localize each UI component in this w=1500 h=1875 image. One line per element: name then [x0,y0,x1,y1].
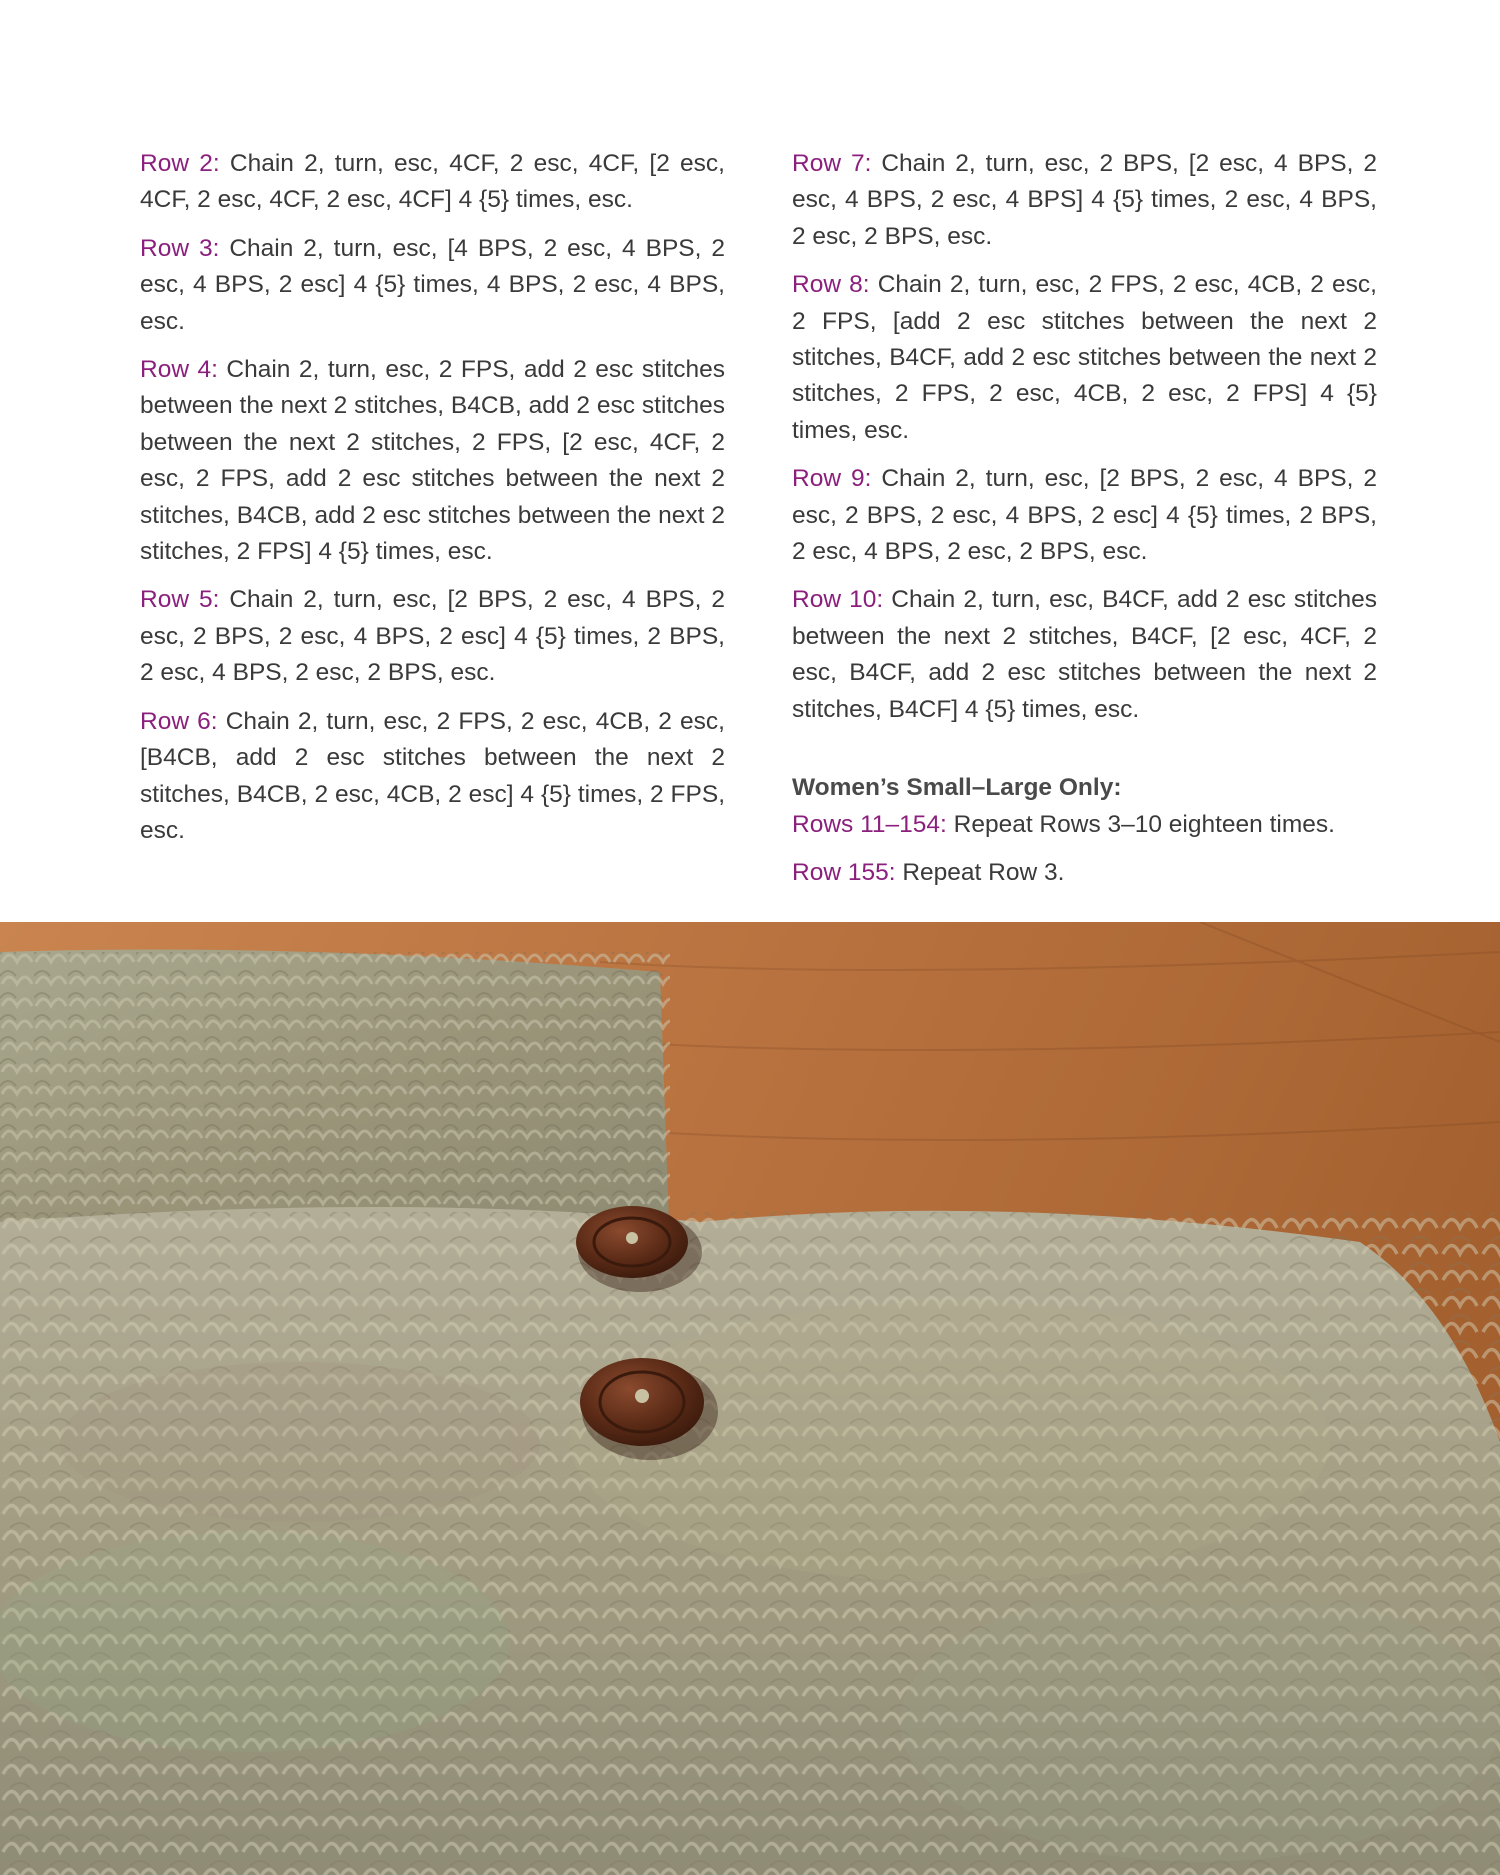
row-2-instruction [140,146,725,219]
row-text: Chain 2, turn, esc, 2 BPS, [2 esc, 4 BPS, 2 esc, 4 BPS, 2 esc, 4 BPS] 4 {5} times, 2 esc, 4 BPS, 2 esc, 2 BPS, esc. [792,150,1377,250]
row-label: Row 3: [140,234,220,262]
row-text: Chain 2, turn, esc, 2 FPS, add 2 esc stitches between the next 2 stitches, B4CB, add 2 esc stitches between the next 2 stitches, 2 FPS, [2 esc, 4CF, 2 esc, 2 FPS, add 2 esc stitches between the next 2 stitches, B4CB, add 2 esc stitches between the next 2 stitches, 2 FPS] 4 {5} times, esc. [140,356,725,566]
right-column [792,146,1377,903]
row-text: Repeat Row 3. [895,858,1065,886]
row-5-instruction [140,582,725,691]
row-text: Chain 2, turn, esc, [2 BPS, 2 esc, 4 BPS, 2 esc, 2 BPS, 2 esc, 4 BPS, 2 esc] 4 {5} times, 2 BPS, 2 esc, 4 BPS, 2 esc, 2 BPS, esc. [140,586,725,687]
row-label: Row 9: [792,465,872,493]
row-label: Row 8: [792,271,870,299]
row-label: Row 155: [792,858,896,886]
row-4-instruction [140,352,725,570]
row-6-instruction [140,704,725,850]
row-10-instruction [792,582,1377,728]
row-label: Row 4: [140,356,218,384]
section-heading: Women’s Small–Large Only: [792,774,1122,802]
row-label: Row 10: [792,586,884,614]
row-label: Row 5: [140,586,220,614]
row-text: Repeat Rows 3–10 eighteen times. [946,810,1335,838]
row-text: Chain 2, turn, esc, 2 FPS, 2 esc, 4CB, 2 esc, 2 FPS, [add 2 esc stitches between the next 2 stitches, B4CF, add 2 esc stitches between the next 2 stitches, 2 FPS, 2 esc, 4CB, 2 esc, 2 FPS] 4 {5} times, esc. [792,271,1377,444]
row-9-instruction [792,461,1377,570]
left-column [140,146,725,861]
row-text: Chain 2, turn, esc, 2 FPS, 2 esc, 4CB, 2 esc, [B4CB, add 2 esc stitches between the next 2 stitches, B4CB, 2 esc, 4CB, 2 esc] 4 {5} times, 2 FPS, esc. [140,707,725,844]
row-label: Row 6: [140,707,218,735]
row-text: Chain 2, turn, esc, [2 BPS, 2 esc, 4 BPS, 2 esc, 2 BPS, 2 esc, 4 BPS, 2 esc] 4 {5} times, 2 BPS, 2 esc, 4 BPS, 2 esc, 2 BPS, esc. [792,465,1377,566]
row-label: Row 7: [792,150,872,177]
row-text: Chain 2, turn, esc, B4CF, add 2 esc stitches between the next 2 stitches, B4CF, [2 esc, 4CF, 2 esc, B4CF, add 2 esc stitches between the next 2 stitches, B4CF] 4 {5} times, esc. [792,586,1377,723]
row-label: Rows 11–154: [792,810,947,838]
row-7-instruction [792,146,1377,255]
row-text: Chain 2, turn, esc, [4 BPS, 2 esc, 4 BPS, 2 esc, 4 BPS, 2 esc] 4 {5} times, 4 BPS, 2 esc, 4 BPS, esc. [140,234,725,335]
rows-11-154-instruction [792,807,1377,843]
row-3-instruction [140,231,725,340]
row-text: Chain 2, turn, esc, 4CF, 2 esc, 4CF, [2 esc, 4CF, 2 esc, 4CF, 2 esc, 4CF] 4 {5} times, esc. [140,150,725,214]
knitted-cowl-photo [0,922,1500,1875]
row-label: Row 2: [140,150,220,177]
row-155-instruction [792,855,1377,891]
row-8-instruction [792,267,1377,449]
